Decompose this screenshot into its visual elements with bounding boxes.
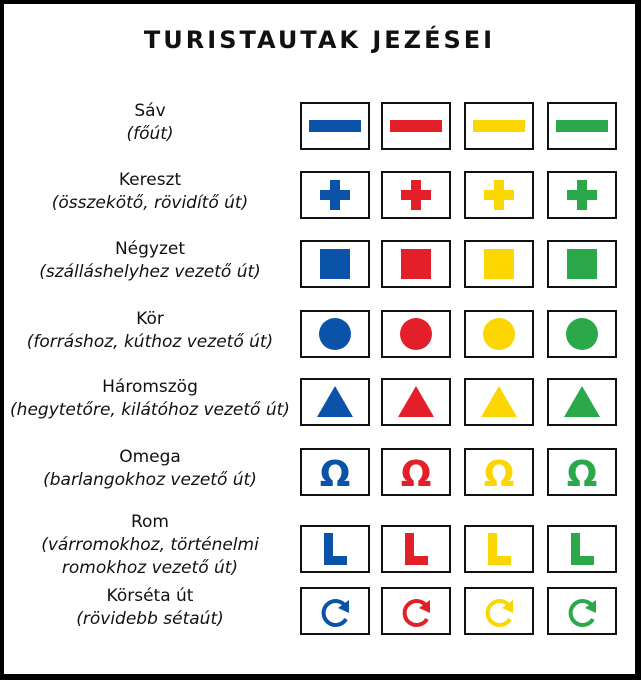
red-circle-icon [383, 312, 449, 356]
legend-row [4, 100, 635, 160]
marker-box-blue [300, 587, 370, 635]
marker-box-green [547, 525, 617, 573]
marker-box-red [381, 240, 451, 288]
red-cross-icon [383, 173, 449, 217]
marker-box-yellow [464, 378, 534, 426]
marker-box-blue [300, 525, 370, 573]
green-triangle-icon [549, 380, 615, 424]
red-ruin-l-icon [383, 527, 449, 571]
marking-name: Négyzet [114, 239, 186, 259]
legend-row [4, 585, 635, 645]
blue-cross-icon [302, 173, 368, 217]
marking-name: Omega [119, 447, 181, 467]
green-omega-icon [549, 450, 615, 494]
marker-box-yellow [464, 171, 534, 219]
marking-name: Rom [130, 512, 169, 532]
marker-box-green [547, 240, 617, 288]
marker-box-green [547, 102, 617, 150]
red-triangle-icon [383, 380, 449, 424]
yellow-bar-icon [466, 104, 532, 148]
page-title: TURISTAUTAK JEZÉSEI [143, 26, 496, 54]
marking-description: (szálláshelyhez vezető út) [39, 262, 261, 282]
svg-text:Ω: Ω [483, 454, 515, 494]
legend-row [4, 308, 635, 368]
red-square-icon [383, 242, 449, 286]
marker-box-blue [300, 448, 370, 496]
green-ruin-l-icon [549, 527, 615, 571]
trail-markings-panel [4, 4, 635, 674]
green-cross-icon [549, 173, 615, 217]
svg-text:Ω: Ω [400, 454, 432, 494]
green-bar-icon [549, 104, 615, 148]
marking-label [4, 376, 296, 422]
yellow-omega-icon [466, 450, 532, 494]
marker-box-yellow [464, 587, 534, 635]
marking-name: Kör [136, 309, 164, 329]
yellow-cross-icon [466, 173, 532, 217]
legend-row [4, 169, 635, 229]
marking-description: (főút) [126, 124, 174, 144]
green-circle-icon [549, 312, 615, 356]
blue-ruin-l-icon [302, 527, 368, 571]
marker-box-yellow [464, 310, 534, 358]
marker-box-yellow [464, 240, 534, 288]
marking-label [4, 446, 296, 492]
blue-square-icon [302, 242, 368, 286]
marker-box-blue [300, 310, 370, 358]
marking-label [4, 100, 296, 146]
marker-box-green [547, 378, 617, 426]
marker-box-blue [300, 378, 370, 426]
marker-box-yellow [464, 102, 534, 150]
marking-label [4, 511, 296, 580]
blue-triangle-icon [302, 380, 368, 424]
marking-description: (barlangokhoz vezető út) [43, 470, 257, 490]
marking-description: (forráshoz, kúthoz vezető út) [26, 332, 274, 352]
marking-label [4, 585, 296, 631]
marker-box-yellow [464, 525, 534, 573]
yellow-ruin-l-icon [466, 527, 532, 571]
marker-box-green [547, 587, 617, 635]
marking-name: Sáv [134, 101, 166, 121]
blue-omega-icon [302, 450, 368, 494]
marking-description: (várromokhoz, történelmi romokhoz vezető út) [41, 535, 259, 578]
red-omega-icon [383, 450, 449, 494]
marker-box-red [381, 171, 451, 219]
marking-name: Kereszt [118, 170, 182, 190]
marking-description: (rövidebb sétaút) [76, 609, 224, 629]
marker-box-red [381, 587, 451, 635]
marking-description: (összekötő, rövidítő út) [51, 193, 249, 213]
red-bar-icon [383, 104, 449, 148]
svg-text:Ω: Ω [566, 454, 598, 494]
marker-box-red [381, 378, 451, 426]
marking-name: Körséta út [106, 586, 194, 606]
legend-row [4, 512, 635, 578]
marker-box-blue [300, 102, 370, 150]
marking-label [4, 169, 296, 215]
marker-box-red [381, 525, 451, 573]
yellow-square-icon [466, 242, 532, 286]
yellow-triangle-icon [466, 380, 532, 424]
marking-name: Háromszög [102, 377, 198, 397]
marker-box-red [381, 310, 451, 358]
marker-box-blue [300, 240, 370, 288]
green-square-icon [549, 242, 615, 286]
legend-row [4, 446, 635, 506]
marker-box-red [381, 448, 451, 496]
marker-box-green [547, 171, 617, 219]
green-loop-arrow-icon [549, 589, 615, 633]
marker-box-blue [300, 171, 370, 219]
yellow-circle-icon [466, 312, 532, 356]
marker-box-yellow [464, 448, 534, 496]
marking-description: (hegytetőre, kilátóhoz vezető út) [10, 400, 290, 420]
blue-circle-icon [302, 312, 368, 356]
legend-row [4, 376, 635, 436]
marking-label [4, 238, 296, 284]
legend-row [4, 238, 635, 298]
yellow-loop-arrow-icon [466, 589, 532, 633]
marking-label [4, 308, 296, 354]
blue-loop-arrow-icon [302, 589, 368, 633]
marker-box-green [547, 310, 617, 358]
svg-text:Ω: Ω [319, 454, 351, 494]
blue-bar-icon [302, 104, 368, 148]
marker-box-green [547, 448, 617, 496]
red-loop-arrow-icon [383, 589, 449, 633]
marker-box-red [381, 102, 451, 150]
